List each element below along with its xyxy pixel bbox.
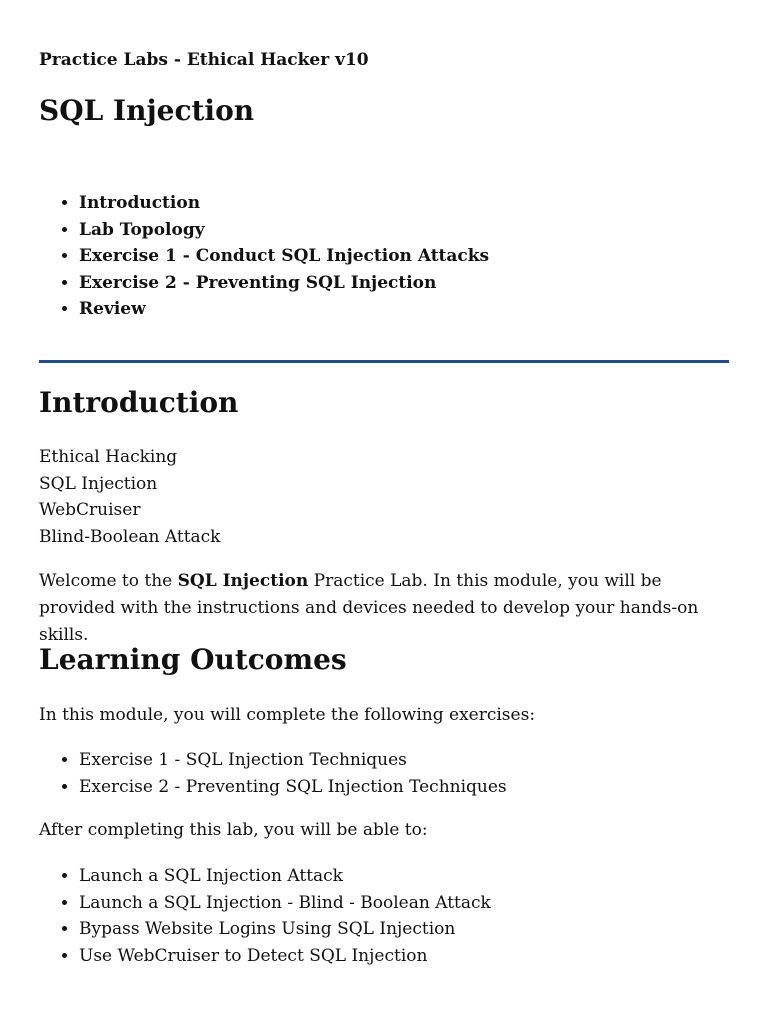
- welcome-lab-name: SQL Injection: [177, 571, 309, 591]
- keyword-item: Blind-Boolean Attack: [39, 526, 221, 547]
- skills-intro: After completing this lab, you will be able to:: [39, 820, 428, 840]
- welcome-suffix: Practice Lab. In this module, you will be provided with the instructions and devices needed to develop your hands-on skills.: [39, 571, 699, 645]
- welcome-paragraph: [39, 568, 729, 649]
- keyword-list: [39, 444, 221, 550]
- table-of-contents: [39, 190, 489, 323]
- page-title: SQL Injection: [39, 94, 255, 127]
- exercise-list: [39, 747, 507, 800]
- introduction-heading: Introduction: [39, 386, 239, 419]
- document-header: Practice Labs - Ethical Hacker v10: [39, 50, 369, 70]
- toc-item-introduction[interactable]: • Introduction: [79, 190, 489, 217]
- toc-item-review[interactable]: • Review: [79, 296, 489, 323]
- section-divider: [39, 360, 729, 363]
- list-item: • Launch a SQL Injection - Blind - Boolean Attack: [79, 890, 491, 917]
- toc-item-lab-topology[interactable]: • Lab Topology: [79, 217, 489, 244]
- toc-item-exercise-2[interactable]: • Exercise 2 - Preventing SQL Injection: [79, 270, 489, 297]
- list-item: • Bypass Website Logins Using SQL Injection: [79, 916, 491, 943]
- list-item: • Exercise 1 - SQL Injection Techniques: [79, 747, 507, 774]
- list-item: • Use WebCruiser to Detect SQL Injection: [79, 943, 491, 970]
- exercises-intro: In this module, you will complete the following exercises:: [39, 705, 536, 725]
- welcome-prefix: Welcome to the: [39, 571, 178, 591]
- list-item: • Launch a SQL Injection Attack: [79, 863, 491, 890]
- list-item: • Exercise 2 - Preventing SQL Injection Techniques: [79, 774, 507, 801]
- keyword-item: WebCruiser: [39, 500, 141, 520]
- keyword-item: SQL Injection: [39, 473, 158, 494]
- toc-item-exercise-1[interactable]: • Exercise 1 - Conduct SQL Injection Attacks: [79, 243, 489, 270]
- keyword-item: Ethical Hacking: [39, 447, 178, 467]
- learning-outcomes-heading: Learning Outcomes: [39, 643, 347, 676]
- skills-list: [39, 863, 491, 969]
